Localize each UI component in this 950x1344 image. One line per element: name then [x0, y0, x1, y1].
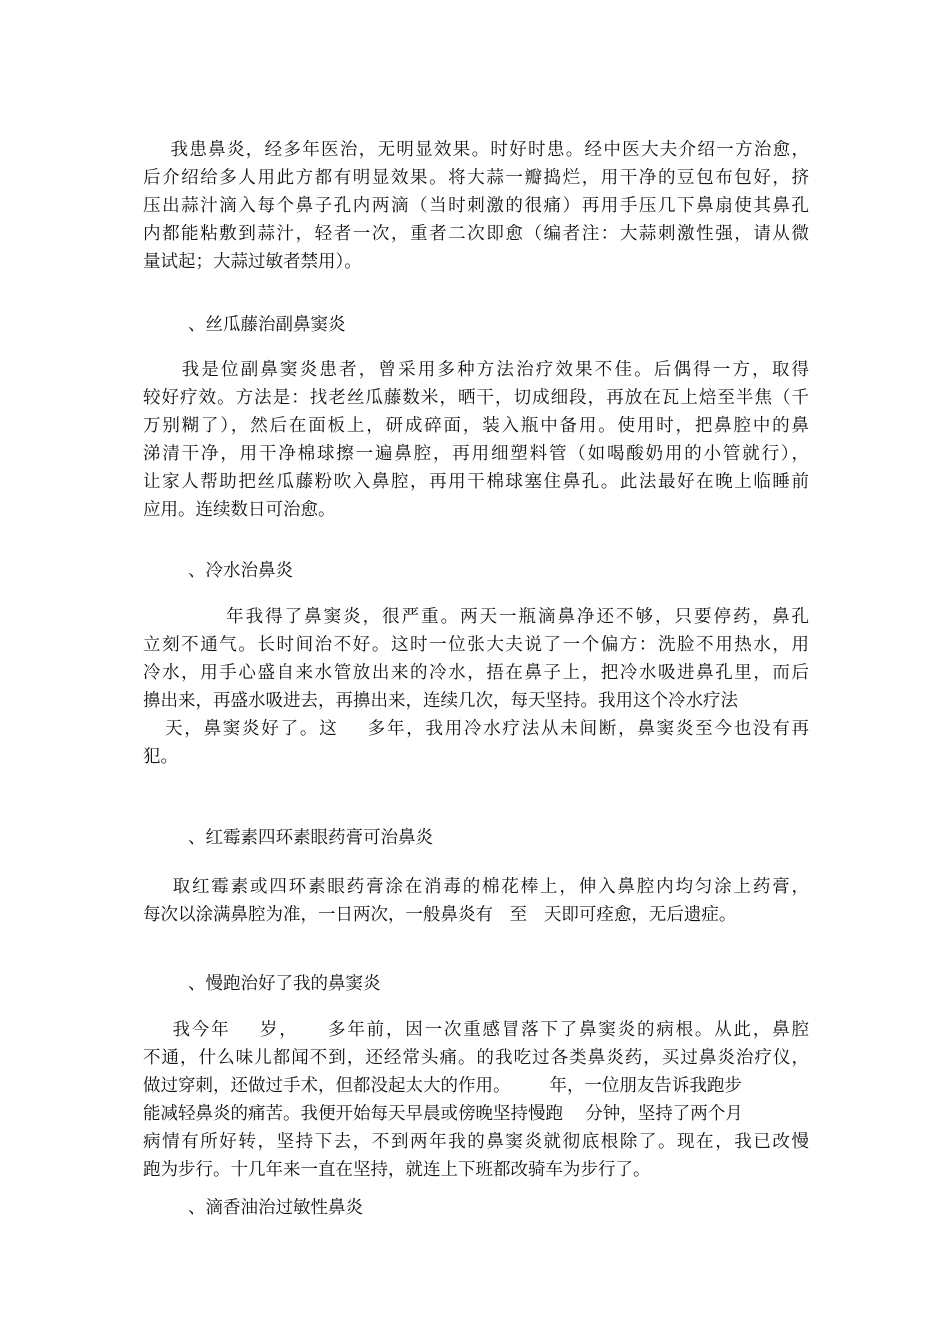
text-line: 我是位副鼻窦炎患者，曾采用多种方法治疗效果不佳。后偶得一方，取得	[143, 360, 809, 380]
text-line: 量试起；大蒜过敏者禁用）。	[143, 252, 362, 272]
text-line: 让家人帮助把丝瓜藤粉吹入鼻腔，再用干棉球塞住鼻孔。此法最好在晚上临睡前	[143, 472, 809, 492]
text-line: 冷水，用手心盛自来水管放出来的冷水，捂在鼻子上，把冷水吸进鼻孔里，而后	[143, 663, 809, 683]
text-line: 每次以涂满鼻腔为准，一日两次，一般鼻炎有 至 天即可痊愈，无后遗症。	[143, 905, 737, 925]
paragraph-loofah-remedy	[143, 356, 809, 524]
section-heading-loofah: 、丝瓜藤治副鼻窦炎	[188, 315, 346, 335]
section-heading-sesame-oil: 、滴香油治过敏性鼻炎	[188, 1198, 363, 1218]
section-heading-jogging: 、慢跑治好了我的鼻窦炎	[188, 974, 381, 994]
text-line: 内都能粘敷到蒜汁，轻者一次，重者二次即愈（编者注：大蒜刺激性强，请从微	[143, 224, 809, 244]
text-line: 天，鼻窦炎好了。这 多年，我用冷水疗法从未间断，鼻窦炎至今也没有再	[143, 719, 809, 739]
text-line: 取红霉素或四环素眼药膏涂在消毒的棉花棒上，伸入鼻腔内均匀涂上药膏，	[143, 877, 809, 897]
section-heading-eye-ointment: 、红霉素四环素眼药膏可治鼻炎	[188, 828, 433, 848]
paragraph-garlic-remedy	[143, 136, 809, 276]
text-line: 做过穿刺，还做过手术，但都没起太大的作用。 年，一位朋友告诉我跑步	[143, 1076, 742, 1096]
text-line: 不通，什么味儿都闻不到，还经常头痛。的我吃过各类鼻炎药，买过鼻炎治疗仪，	[143, 1048, 809, 1068]
section-heading-cold-water: 、冷水治鼻炎	[188, 561, 293, 581]
text-line: 较好疗效。方法是：找老丝瓜藤数米，晒干，切成细段，再放在瓦上焙至半焦（千	[143, 388, 809, 408]
text-line: 擤出来，再盛水吸进去，再擤出来，连续几次，每天坚持。我用这个冷水疗法	[143, 691, 738, 711]
paragraph-eye-ointment-remedy	[143, 873, 809, 929]
text-line: 应用。连续数日可治愈。	[143, 500, 336, 520]
text-line: 后介绍给多人用此方都有明显效果。将大蒜一瓣捣烂，用干净的豆包布包好，挤	[143, 168, 809, 188]
text-line: 压出蒜汁滴入每个鼻子孔内两滴（当时刺激的很痛）再用手压几下鼻扇使其鼻孔	[143, 196, 809, 216]
text-line: 我患鼻炎，经多年医治，无明显效果。时好时患。经中医大夫介绍一方治愈，	[143, 140, 809, 160]
text-line: 跑为步行。十几年来一直在坚持，就连上下班都改骑车为步行了。	[143, 1160, 651, 1180]
text-line: 涕清干净，用干净棉球擦一遍鼻腔，再用细塑料管（如喝酸奶用的小管就行），	[143, 444, 809, 464]
text-line: 能减轻鼻炎的痛苦。我便开始每天早晨或傍晚坚持慢跑 分钟，坚持了两个月	[143, 1104, 743, 1124]
text-line: 犯。	[143, 747, 178, 767]
text-line: 年我得了鼻窦炎，很严重。两天一瓶滴鼻净还不够，只要停药，鼻孔	[143, 607, 809, 627]
text-line: 我今年 岁， 多年前，因一次重感冒落下了鼻窦炎的病根。从此，鼻腔	[143, 1020, 809, 1040]
text-line: 万别糊了），然后在面板上，研成碎面，装入瓶中备用。使用时，把鼻腔中的鼻	[143, 416, 809, 436]
paragraph-cold-water-remedy	[143, 603, 809, 771]
text-line: 病情有所好转，坚持下去，不到两年我的鼻窦炎就彻底根除了。现在，我已改慢	[143, 1132, 809, 1152]
text-line: 立刻不通气。长时间治不好。这时一位张大夫说了一个偏方：洗脸不用热水，用	[143, 635, 809, 655]
paragraph-jogging-remedy	[143, 1016, 809, 1184]
